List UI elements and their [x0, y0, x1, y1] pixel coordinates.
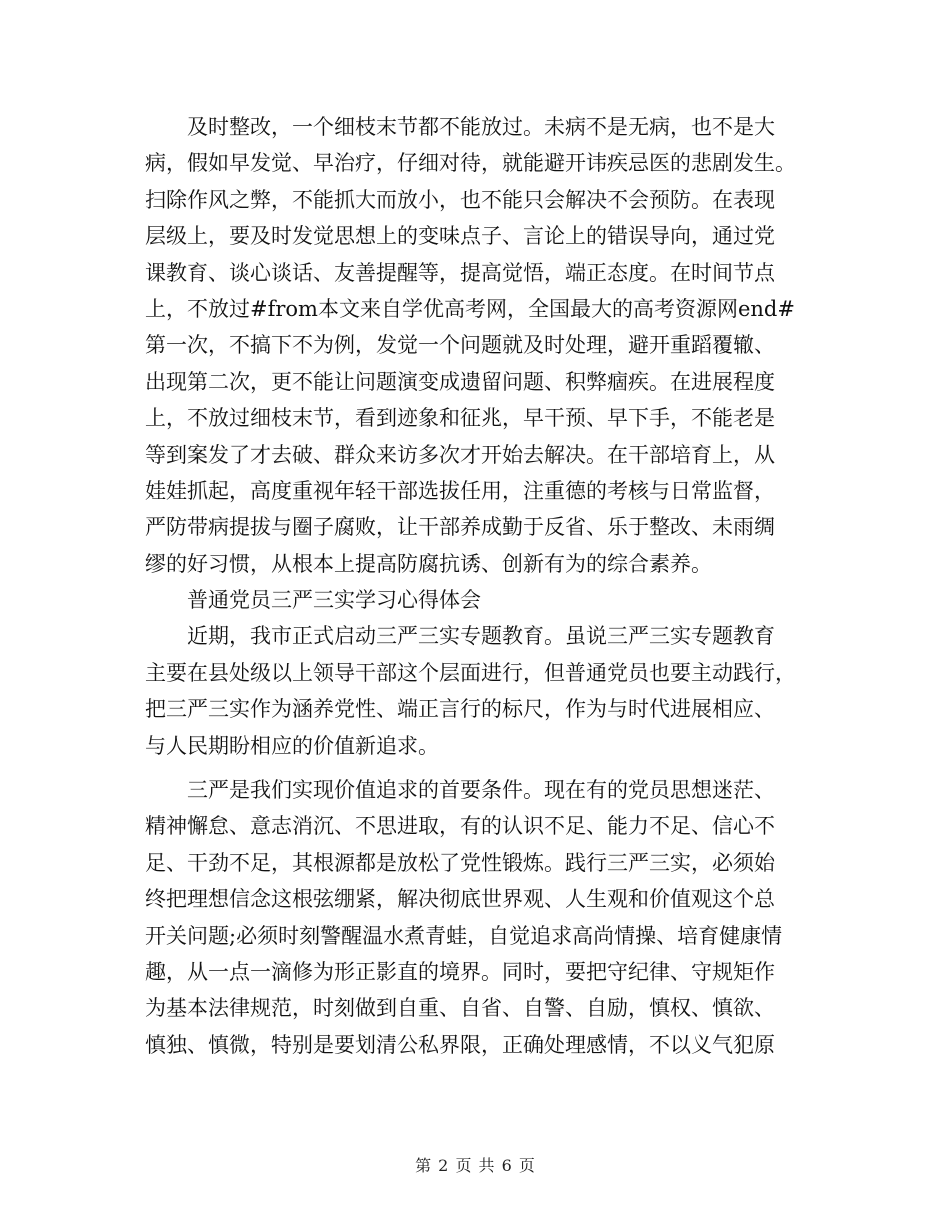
paragraph-line: 第一次，不搞下不为例，发觉一个问题就及时处理，避开重蹈覆辙、: [145, 333, 775, 358]
paragraph-line: 扫除作风之弊，不能抓大而放小，也不能只会解决不会预防。在表现: [145, 187, 775, 212]
paragraph-line: 三严是我们实现价值追求的首要条件。现在有的党员思想迷茫、: [187, 778, 775, 803]
paragraph-line: 上，不放过#from本文来自学优高考网，全国最大的高考资源网end#: [145, 296, 795, 321]
paragraph-line: 开关问题;必须时刻警醒温水煮青蛙，自觉追求高尚情操、培育健康情: [145, 923, 783, 948]
paragraph-line: 课教育、谈心谈话、友善提醒等，提高觉悟，端正态度。在时间节点: [145, 260, 775, 285]
paragraph-line: 与人民期盼相应的价值新追求。: [145, 733, 439, 758]
page-number: 第 2 页 共 6 页: [415, 1156, 535, 1175]
paragraph-line: 为基本法律规范，时刻做到自重、自省、自警、自励，慎权、慎欲、: [145, 996, 775, 1021]
body-text: [145, 109, 810, 1063]
section-title: 普通党员三严三实学习心得体会: [187, 588, 481, 613]
paragraph-line: 终把理想信念这根弦绷紧，解决彻底世界观、人生观和价值观这个总: [145, 887, 775, 912]
paragraph-line: 把三严三实作为涵养党性、端正言行的标尺，作为与时代进展相应、: [145, 697, 775, 722]
paragraph-line: 病，假如早发觉、早治疗，仔细对待，就能避开讳疾忌医的悲剧发生。: [145, 151, 796, 176]
paragraph-line: 及时整改，一个细枝末节都不能放过。未病不是无病，也不是大: [187, 115, 775, 139]
paragraph-line: 缪的好习惯，从根本上提高防腐抗诱、创新有为的综合素养。: [145, 551, 712, 576]
paragraph-line: 近期，我市正式启动三严三实专题教育。虽说三严三实专题教育: [187, 624, 775, 649]
paragraph-line: 慎独、慎微，特别是要划清公私界限，正确处理感情，不以义气犯原: [145, 1032, 775, 1057]
paragraph-line: 主要在县处级以上领导干部这个层面进行，但普通党员也要主动践行，: [145, 660, 796, 685]
paragraph-spacer: [145, 764, 810, 772]
paragraph-line: 上，不放过细枝末节，看到迹象和征兆，早干预、早下手，不能老是: [145, 406, 775, 431]
paragraph-line: 出现第二次，更不能让问题演变成遗留问题、积弊痼疾。在进展程度: [145, 369, 775, 394]
paragraph-line: 等到案发了才去破、群众来访多次才开始去解决。在干部培育上，从: [145, 442, 775, 467]
paragraph-line: 趣，从一点一滴修为形正影直的境界。同时，要把守纪律、守规矩作: [145, 959, 775, 984]
paragraph-line: 层级上，要及时发觉思想上的变味点子、言论上的错误导向，通过党: [145, 224, 775, 249]
paragraph-line: 精神懈怠、意志消沉、不思进取，有的认识不足、能力不足、信心不: [145, 814, 775, 839]
paragraph-line: 娃娃抓起，高度重视年轻干部选拔任用，注重德的考核与日常监督，: [145, 478, 775, 503]
paragraph-line: 严防带病提拔与圈子腐败，让干部养成勤于反省、乐于整改、未雨绸: [145, 515, 775, 540]
paragraph-line: 足、干劲不足，其根源都是放松了党性锻炼。践行三严三实，必须始: [145, 850, 775, 875]
